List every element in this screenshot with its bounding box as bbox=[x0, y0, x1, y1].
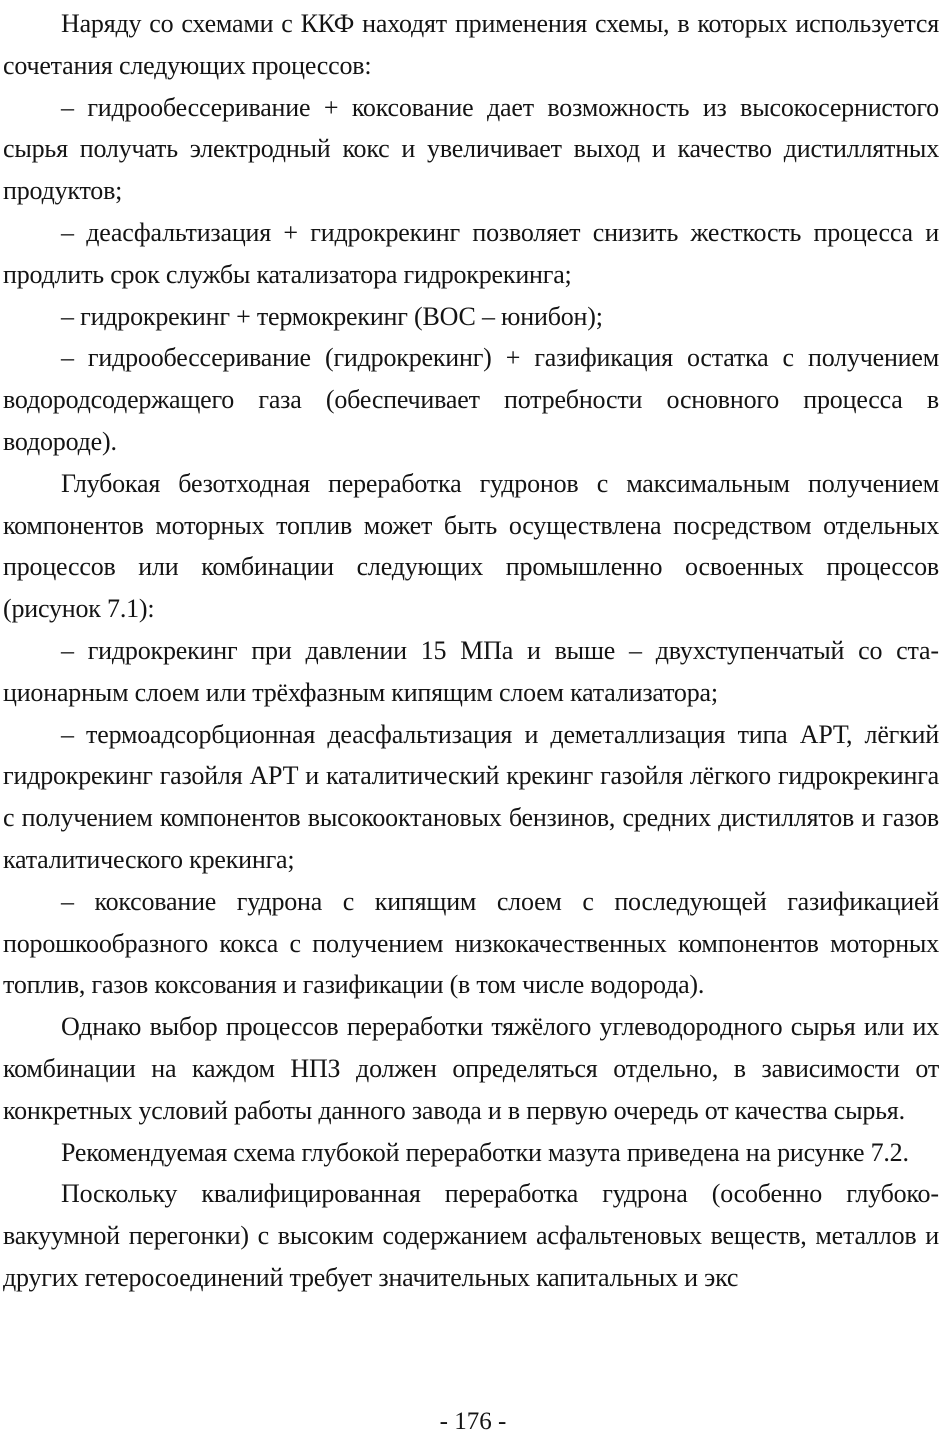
paragraph-1: Наряду со схемами с ККФ находят применения схемы, в которых используется сочетания следующих процессов: bbox=[3, 9, 939, 80]
paragraph-2: – гидрообессеривание + коксование дает возможность из высокосернистого сырья получать электродный кокс и увеличивает выход и качество дистиллятных продуктов; bbox=[3, 92, 939, 206]
paragraph-8: – термоадсорбционная деасфальтизация и деметаллизация типа АРТ, лёгкий гидрокрекинг газойля АРТ и каталитический крекинг газойля лёгкого гидрокрекинга с получением компонентов высокооктановых бензинов, средних дистиллятов и газов каталитического крекинга; bbox=[3, 719, 939, 874]
paragraph-7: – гидрокрекинг при давлении 15 МПа и выше – двухступенчатый со стационарным слоем или трёхфазным кипящим слоем катализатора; bbox=[3, 635, 939, 707]
page-body bbox=[3, 3, 939, 1299]
paragraph-12: Поскольку квалифицированная переработка гудрона (особенно глубоковакуумной перегонки) с высоким содержанием асфальтеновых веществ, металлов и других гетеросоединений требует значительных капитальных и экс bbox=[3, 1179, 939, 1292]
paragraph-6: Глубокая безотходная переработка гудронов с максимальным получением компонентов моторных топлив может быть осуществлена посредством отдельных процессов или комбинации следующих промышленно освоенных процессов (рисунок 7.1): bbox=[3, 468, 939, 624]
page-number: - 176 - bbox=[439, 1408, 507, 1435]
paragraph-10: Однако выбор процессов переработки тяжёлого углеводородного сырья или их комбинации на каждом НПЗ должен определяться отдельно, в зависимости от конкретных условий работы данного завода и в первую очередь от качества сырья. bbox=[3, 1012, 939, 1125]
paragraph-11: Рекомендуемая схема глубокой переработки мазута приведена на рисунке 7.2. bbox=[61, 1137, 909, 1167]
paragraph-3: – деасфальтизация + гидрокрекинг позволяет снизить жесткость процесса и продлить срок службы катализатора гидрокрекинга; bbox=[3, 217, 939, 289]
paragraph-5: – гидрообессеривание (гидрокрекинг) + газификация остатка с получением водородсодержащего газа (обеспечивает потребности основного процесса в водороде). bbox=[3, 343, 939, 456]
paragraph-9: – коксование гудрона с кипящим слоем с последующей газификацией порошкообразного кокса с получением низкокачественных компонентов моторных топлив, газов коксования и газификации (в том числе водорода). bbox=[3, 886, 939, 1000]
paragraph-4: – гидрокрекинг + термокрекинг (ВОС – юнибон); bbox=[61, 301, 603, 331]
